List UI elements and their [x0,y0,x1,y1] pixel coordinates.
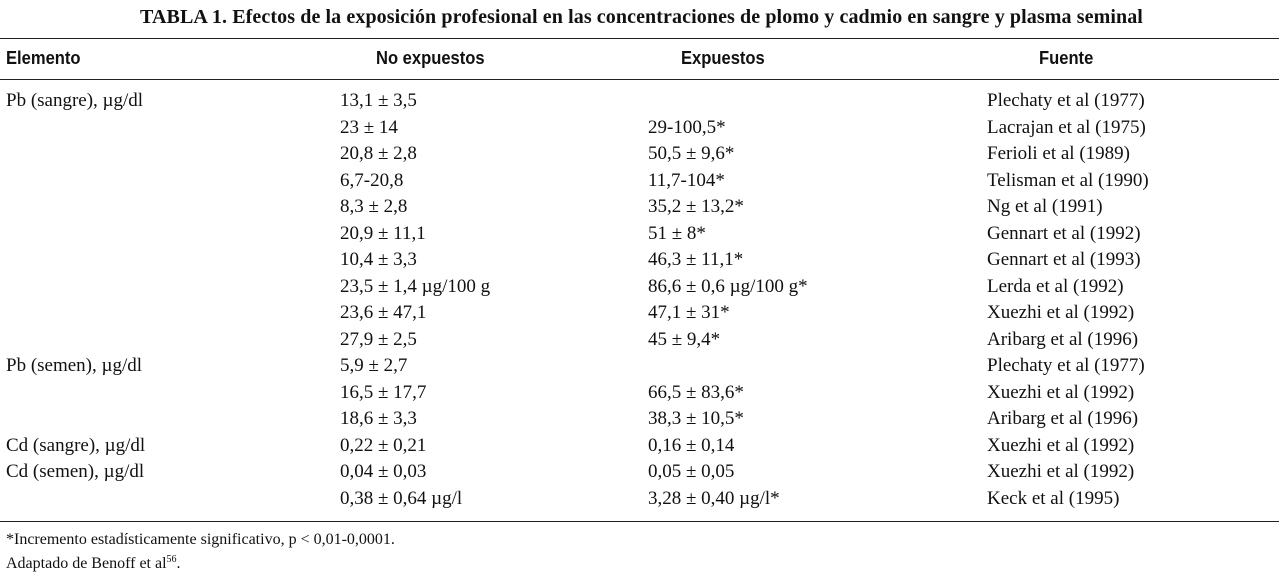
cell-expuestos: 46,3 ± 11,1* [648,249,744,270]
cell-no-expuestos: 20,8 ± 2,8 [340,143,417,164]
cell-expuestos: 86,6 ± 0,6 µg/100 g* [648,275,808,297]
cell-expuestos: 66,5 ± 83,6* [648,381,744,403]
cell-fuente: Lerda et al (1992) [987,275,1124,297]
table-title: TABLA 1. Efectos de la exposición profesional en las concentraciones de plomo y cadmio en sangre y plasma seminal [140,6,1143,28]
table-row [0,300,1283,327]
table-row [0,274,1283,301]
significance-note: *Incremento estadísticamente significativo, p < 0,01-0,0001. [6,531,395,548]
table-row [0,194,1283,221]
cell-no-expuestos: 10,4 ± 3,3 [340,249,417,270]
cell-fuente: Keck et al (1995) [987,487,1120,509]
cell-fuente: Ferioli et al (1989) [987,143,1130,164]
cell-elemento: Pb (semen), µg/dl [6,355,143,376]
cell-fuente: Xuezhi et al (1992) [987,381,1135,403]
cell-fuente: Plechaty et al (1977) [987,90,1145,111]
table-row [0,380,1283,407]
table-row [0,247,1283,274]
header-no-expuestos: No expuestos [376,48,485,68]
table-row [0,353,1283,380]
reference-superscript: 56 [166,554,177,565]
cell-fuente: Aribarg et al (1996) [987,408,1139,429]
cell-fuente: Gennart et al (1992) [987,222,1141,244]
top-rule [0,38,1279,39]
cell-fuente: Xuezhi et al (1992) [987,434,1135,456]
table-row [0,221,1283,248]
header-elemento: Elemento [6,48,81,68]
cell-no-expuestos: 20,9 ± 11,1 [340,222,426,244]
cell-no-expuestos: 0,04 ± 0,03 [340,461,427,482]
table-row [0,486,1283,513]
cell-no-expuestos: 6,7-20,8 [340,169,404,191]
cell-expuestos: 0,16 ± 0,14 [648,434,735,456]
table-row [0,327,1283,354]
cell-expuestos: 47,1 ± 31* [648,302,730,323]
cell-expuestos: 51 ± 8* [648,222,706,244]
table-row [0,115,1283,142]
table-row [0,406,1283,433]
table-body [0,88,1283,512]
cell-expuestos: 45 ± 9,4* [648,328,721,350]
cell-fuente: Plechaty et al (1977) [987,355,1145,376]
cell-fuente: Gennart et al (1993) [987,249,1141,270]
cell-no-expuestos: 16,5 ± 17,7 [340,381,427,403]
cell-no-expuestos: 23,6 ± 47,1 [340,302,427,323]
cell-no-expuestos: 13,1 ± 3,5 [340,90,417,111]
cell-expuestos: 35,2 ± 13,2* [648,196,744,217]
cell-no-expuestos: 0,22 ± 0,21 [340,434,427,456]
cell-expuestos: 50,5 ± 9,6* [648,143,735,164]
header-expuestos: Expuestos [681,48,765,68]
bottom-rule [0,521,1279,522]
cell-elemento: Pb (sangre), µg/dl [6,90,144,111]
cell-expuestos: 29-100,5* [648,116,726,138]
header-rule [0,79,1279,80]
table-row [0,168,1283,195]
adapted-note [6,550,395,574]
cell-no-expuestos: 8,3 ± 2,8 [340,196,408,217]
cell-no-expuestos: 23,5 ± 1,4 µg/100 g [340,275,491,297]
table-row [0,433,1283,460]
adapted-end: . [176,555,181,572]
cell-no-expuestos: 5,9 ± 2,7 [340,355,408,376]
table-row [0,141,1283,168]
cell-expuestos: 3,28 ± 0,40 µg/l* [648,487,780,509]
table-row [0,459,1283,486]
cell-fuente: Xuezhi et al (1992) [987,302,1135,323]
cell-expuestos: 11,7-104* [648,169,725,191]
cell-no-expuestos: 0,38 ± 0,64 µg/l [340,487,463,509]
cell-no-expuestos: 23 ± 14 [340,116,398,138]
cell-elemento: Cd (sangre), µg/dl [6,434,146,456]
adapted-text: Adaptado de Benoff et al [6,555,167,572]
table-row [0,88,1283,115]
cell-fuente: Lacrajan et al (1975) [987,116,1146,138]
table-footnotes [6,530,395,574]
cell-elemento: Cd (semen), µg/dl [6,461,145,482]
header-fuente: Fuente [1039,48,1094,68]
cell-fuente: Telisman et al (1990) [987,169,1149,191]
cell-fuente: Ng et al (1991) [987,196,1103,217]
cell-expuestos: 38,3 ± 10,5* [648,408,744,429]
cell-expuestos: 0,05 ± 0,05 [648,461,735,482]
cell-fuente: Xuezhi et al (1992) [987,461,1135,482]
cell-no-expuestos: 18,6 ± 3,3 [340,408,417,429]
cell-fuente: Aribarg et al (1996) [987,328,1139,350]
cell-no-expuestos: 27,9 ± 2,5 [340,328,417,350]
